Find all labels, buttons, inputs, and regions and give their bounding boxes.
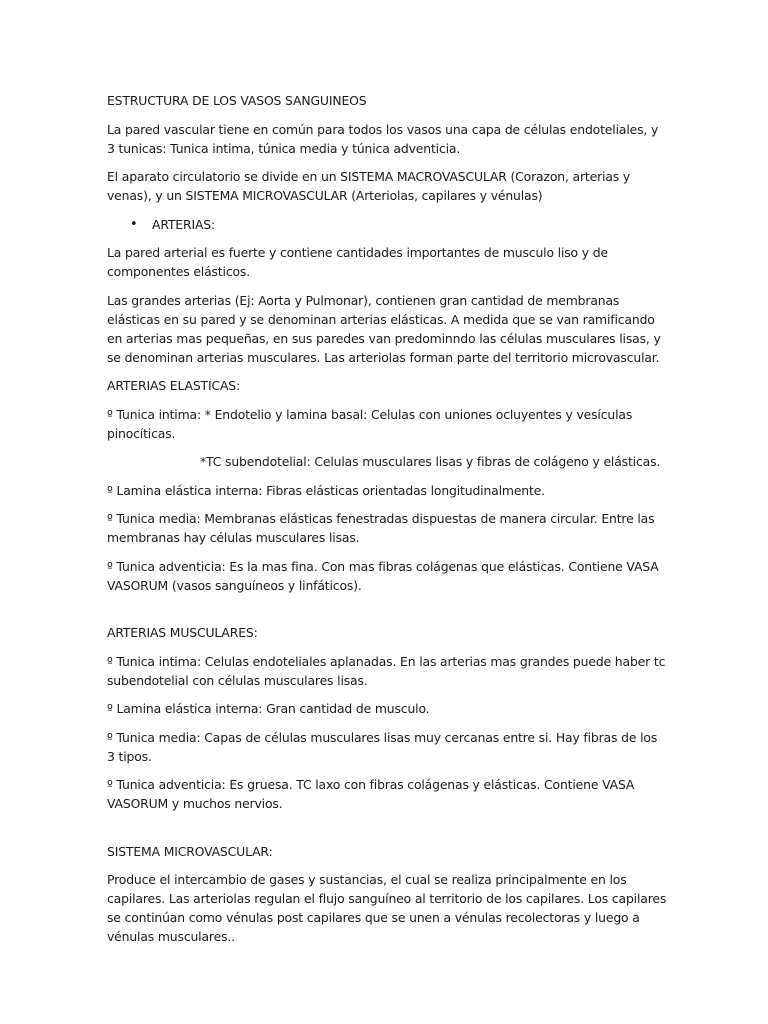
bullet-item-arterias xyxy=(107,215,667,234)
elasticas-media: º Tunica media: Membranas elásticas fenestradas dispuestas de manera circular. Entre las membranas hay células musculares lisas. xyxy=(107,511,655,545)
elasticas-lamina: º Lamina elástica interna: Fibras elásticas orientadas longitudinalmente. xyxy=(107,482,545,498)
intro-paragraph: La pared vascular tiene en común para todos los vasos una capa de células endoteliales, y 3 tunicas: Tunica intima, túnica media y túnica adventicia. xyxy=(107,121,659,156)
musculares-media: º Tunica media: Capas de células musculares lisas muy cercanas entre si. Hay fibras de los 3 tipos. xyxy=(107,729,658,764)
large-arteries-paragraph: Las grandes arterias (Ej: Aorta y Pulmonar), contienen gran cantidad de membranas elásticas en su pared y se denominan arterias elásticas. A medida que se van ramificando en arterias mas pequeñas, en sus paredes van predominndo las células musculares lisas, y se denominan arterias musculares. Las arteriolas forman parte del territorio microvascular. xyxy=(107,292,661,365)
elasticas-adventicia: º Tunica adventicia: Es la mas fina. Con mas fibras colágenas que elásticas. Contiene VASA VASORUM (vasos sanguíneos y linfáticos). xyxy=(107,558,659,593)
section-heading-elasticas: ARTERIAS ELASTICAS: xyxy=(107,378,241,393)
bullet-label: ARTERIAS: xyxy=(152,216,216,232)
bullet-icon: • xyxy=(130,216,138,232)
arterial-wall-paragraph: La pared arterial es fuerte y contiene cantidades importantes de musculo liso y de componentes elásticos. xyxy=(107,245,608,279)
section-heading-microvascular: SISTEMA MICROVASCULAR: xyxy=(107,843,273,859)
microvascular-paragraph: Produce el intercambio de gases y sustancias, el cual se realiza principalmente en los capilares. Las arteriolas regulan el flujo sanguíneo al territorio de los capilares. Los capilares se continúan como vénulas post capilares que se unen a vénulas recolectoras y luego a vénulas musculares.. xyxy=(107,872,667,944)
section-heading-musculares: ARTERIAS MUSCULARES: xyxy=(107,625,258,640)
circulatory-system-paragraph: El aparato circulatorio se divide en un SISTEMA MACROVASCULAR (Corazon, arterias y venas), y un SISTEMA MICROVASCULAR (Arteriolas, capilares y vénulas) xyxy=(107,169,631,203)
elasticas-intima-subendotelial: *TC subendotelial: Celulas musculares lisas y fibras de colágeno y elásticas. xyxy=(200,454,661,469)
musculares-intima: º Tunica intima: Celulas endoteliales aplanadas. En las arterias mas grandes puede haber tc subendotelial con células musculares lisas. xyxy=(107,653,666,688)
musculares-lamina: º Lamina elástica interna: Gran cantidad de musculo. xyxy=(107,701,430,716)
spacer xyxy=(107,604,667,623)
elasticas-intima: º Tunica intima: * Endotelio y lamina basal: Celulas con uniones ocluyentes y vesículas pinocíticas. xyxy=(107,406,633,441)
spacer xyxy=(107,823,667,842)
document-title: ESTRUCTURA DE LOS VASOS SANGUINEOS xyxy=(107,93,367,108)
document-body xyxy=(107,91,667,956)
musculares-adventicia: º Tunica adventicia: Es gruesa. TC laxo con fibras colágenas y elásticas. Contiene VASA VASORUM y muchos nervios. xyxy=(107,777,635,811)
